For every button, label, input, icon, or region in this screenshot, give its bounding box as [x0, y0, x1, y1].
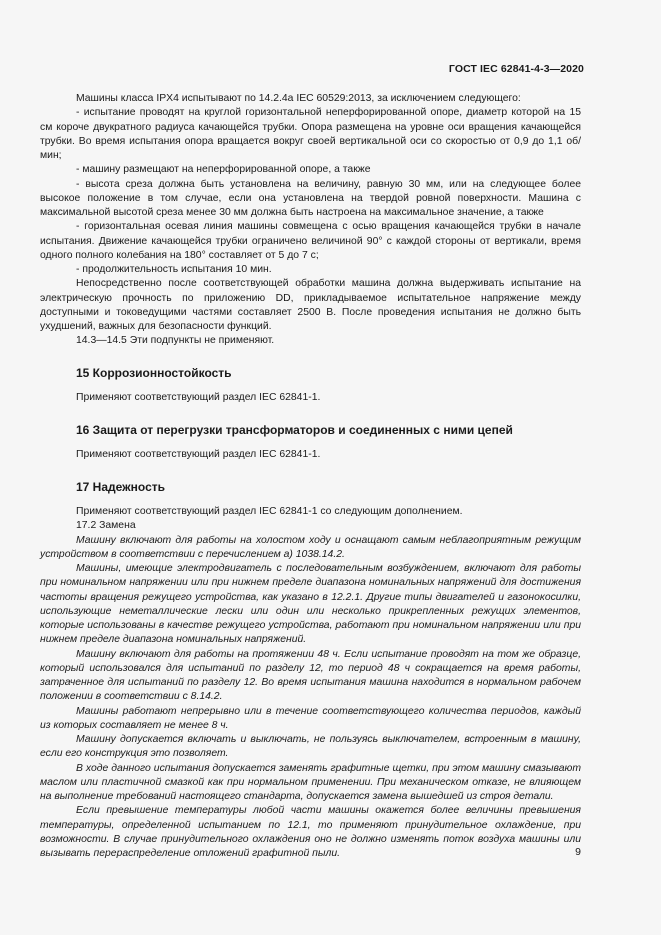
- section14-intro: Машины класса IPX4 испытывают по 14.2.4a IEC 60529:2013, за исключением следующего:: [76, 93, 521, 104]
- section16-text: Применяют соответствующий раздел IEC 62841-1.: [76, 448, 321, 460]
- section14-item-3: - высота среза должна быть установлена на величину, равную 30 мм, или на следующее более высокое положение в том случае, если она установлена на твердой ровной поверхности. Машина с максимальной высотой среза менее 30 мм должна быть настроена на максимальное значение, а также: [40, 178, 581, 218]
- section17-title: 17 Надежность: [76, 480, 166, 494]
- section17-para-2: Машины, имеющие электродвигатель с последовательным возбуждением, включают для работы при номинальном напряжении или при нижнем пределе диапазона номинальных напряжений для достижения частоты вращения режущего устройства, как указано в 12.2.1. Другие типы двигателей и газонокосилки, использующие неметаллические лески или один или несколько прикрепленных режущих элементов, которые использованы в качестве режущего устройства, работают при номинальном напряжении или при нижнем пределе диапазона номинальных напряжений.: [40, 563, 581, 646]
- section14-item-4: - горизонтальная осевая линия машины совмещена с осью вращения качающейся трубки в начале испытания. Движение качающейся трубки ограничено величиной 90° с каждой стороны от вертикали, время одного полного колебания на 180° составляет от 5 до 7 с;: [40, 221, 581, 261]
- section14-item-5: - продолжительность испытания 10 мин.: [76, 264, 272, 275]
- section17-text: Применяют соответствующий раздел IEC 62841-1 со следующим дополнением.: [76, 506, 463, 517]
- section17-para-6: В ходе данного испытания допускается заменять графитные щетки, при этом машину смазывают маслом или пластичной смазкой как при нормальном применении. При механическом отказе, не влияющем на выполнение требований настоящего стандарта, допускается замена вышедшей из строя детали.: [40, 762, 581, 802]
- section14-item-1: - испытание проводят на круглой горизонтальной неперфорированной опоре, диаметр которой на 15 см короче двукратного радиуса качающейся трубки. Опора размещена на уровне оси вращения качающейся трубки. Во время испытания опора вращается вокруг своей вертикальной оси со скоростью от 0,9 до 1,1 об/мин;: [40, 107, 581, 161]
- section17-para-5: Машину допускается включать и выключать, не пользуясь выключателем, встроенным в машину, если его конструкция это позволяет.: [40, 734, 581, 760]
- section15-title: 15 Коррозионностойкость: [76, 365, 232, 380]
- document-code-header: ГОСТ IEC 62841-4-3—2020: [448, 63, 584, 75]
- section14-paragraph: Непосредственно после соответствующей обработки машина должна выдерживать испытание на электрическую прочность по приложению DD, прикладываемое испытательное напряжение между доступными и токоведущими частями составляет 2500 В. После проведения испытания не должно быть ухудшений, важных для безопасности функций.: [40, 278, 581, 332]
- section14-item-2: - машину размещают на неперфорированной опоре, а также: [76, 164, 371, 176]
- section17-subclause: 17.2 Замена: [76, 520, 136, 532]
- section17-para-1: Машину включают для работы на холостом ходу и оснащают самым неблагоприятным режущим устройством в соответствии с перечислением a) 1038.14.2.: [40, 534, 581, 560]
- section17-para-4: Машины работают непрерывно или в течение соответствующего количества периодов, каждый из которых составляет не менее 8 ч.: [40, 705, 581, 731]
- section17-para-3: Машину включают для работы на протяжении 48 ч. Если испытание проводят на том же образце, который использовался для испытаний по разделу 12, то период 48 ч сокращается на время работы, затраченное для испытаний по разделу 12. Во время испытания машина находится в нормальном рабочем положении в соответствии с 8.14.2.: [40, 648, 581, 703]
- document-body: [40, 92, 581, 861]
- page-number: 9: [575, 846, 581, 858]
- section14-note: 14.3—14.5 Эти подпункты не применяют.: [76, 335, 275, 347]
- section15-text: Применяют соответствующий раздел IEC 62841-1.: [76, 391, 321, 403]
- section17-para-7: Если превышение температуры любой части машины окажется более величины превышения температуры, определенной испытанием по 12.1, то применяют принудительное охлаждение, при возможности. В случае принудительного охлаждения оно не должно изменять поток воздуха машины или вызывать перераспределение отложений графитной пыли.: [40, 805, 581, 859]
- section16-title: 16 Защита от перегрузки трансформаторов и соединенных с ними цепей: [76, 422, 513, 437]
